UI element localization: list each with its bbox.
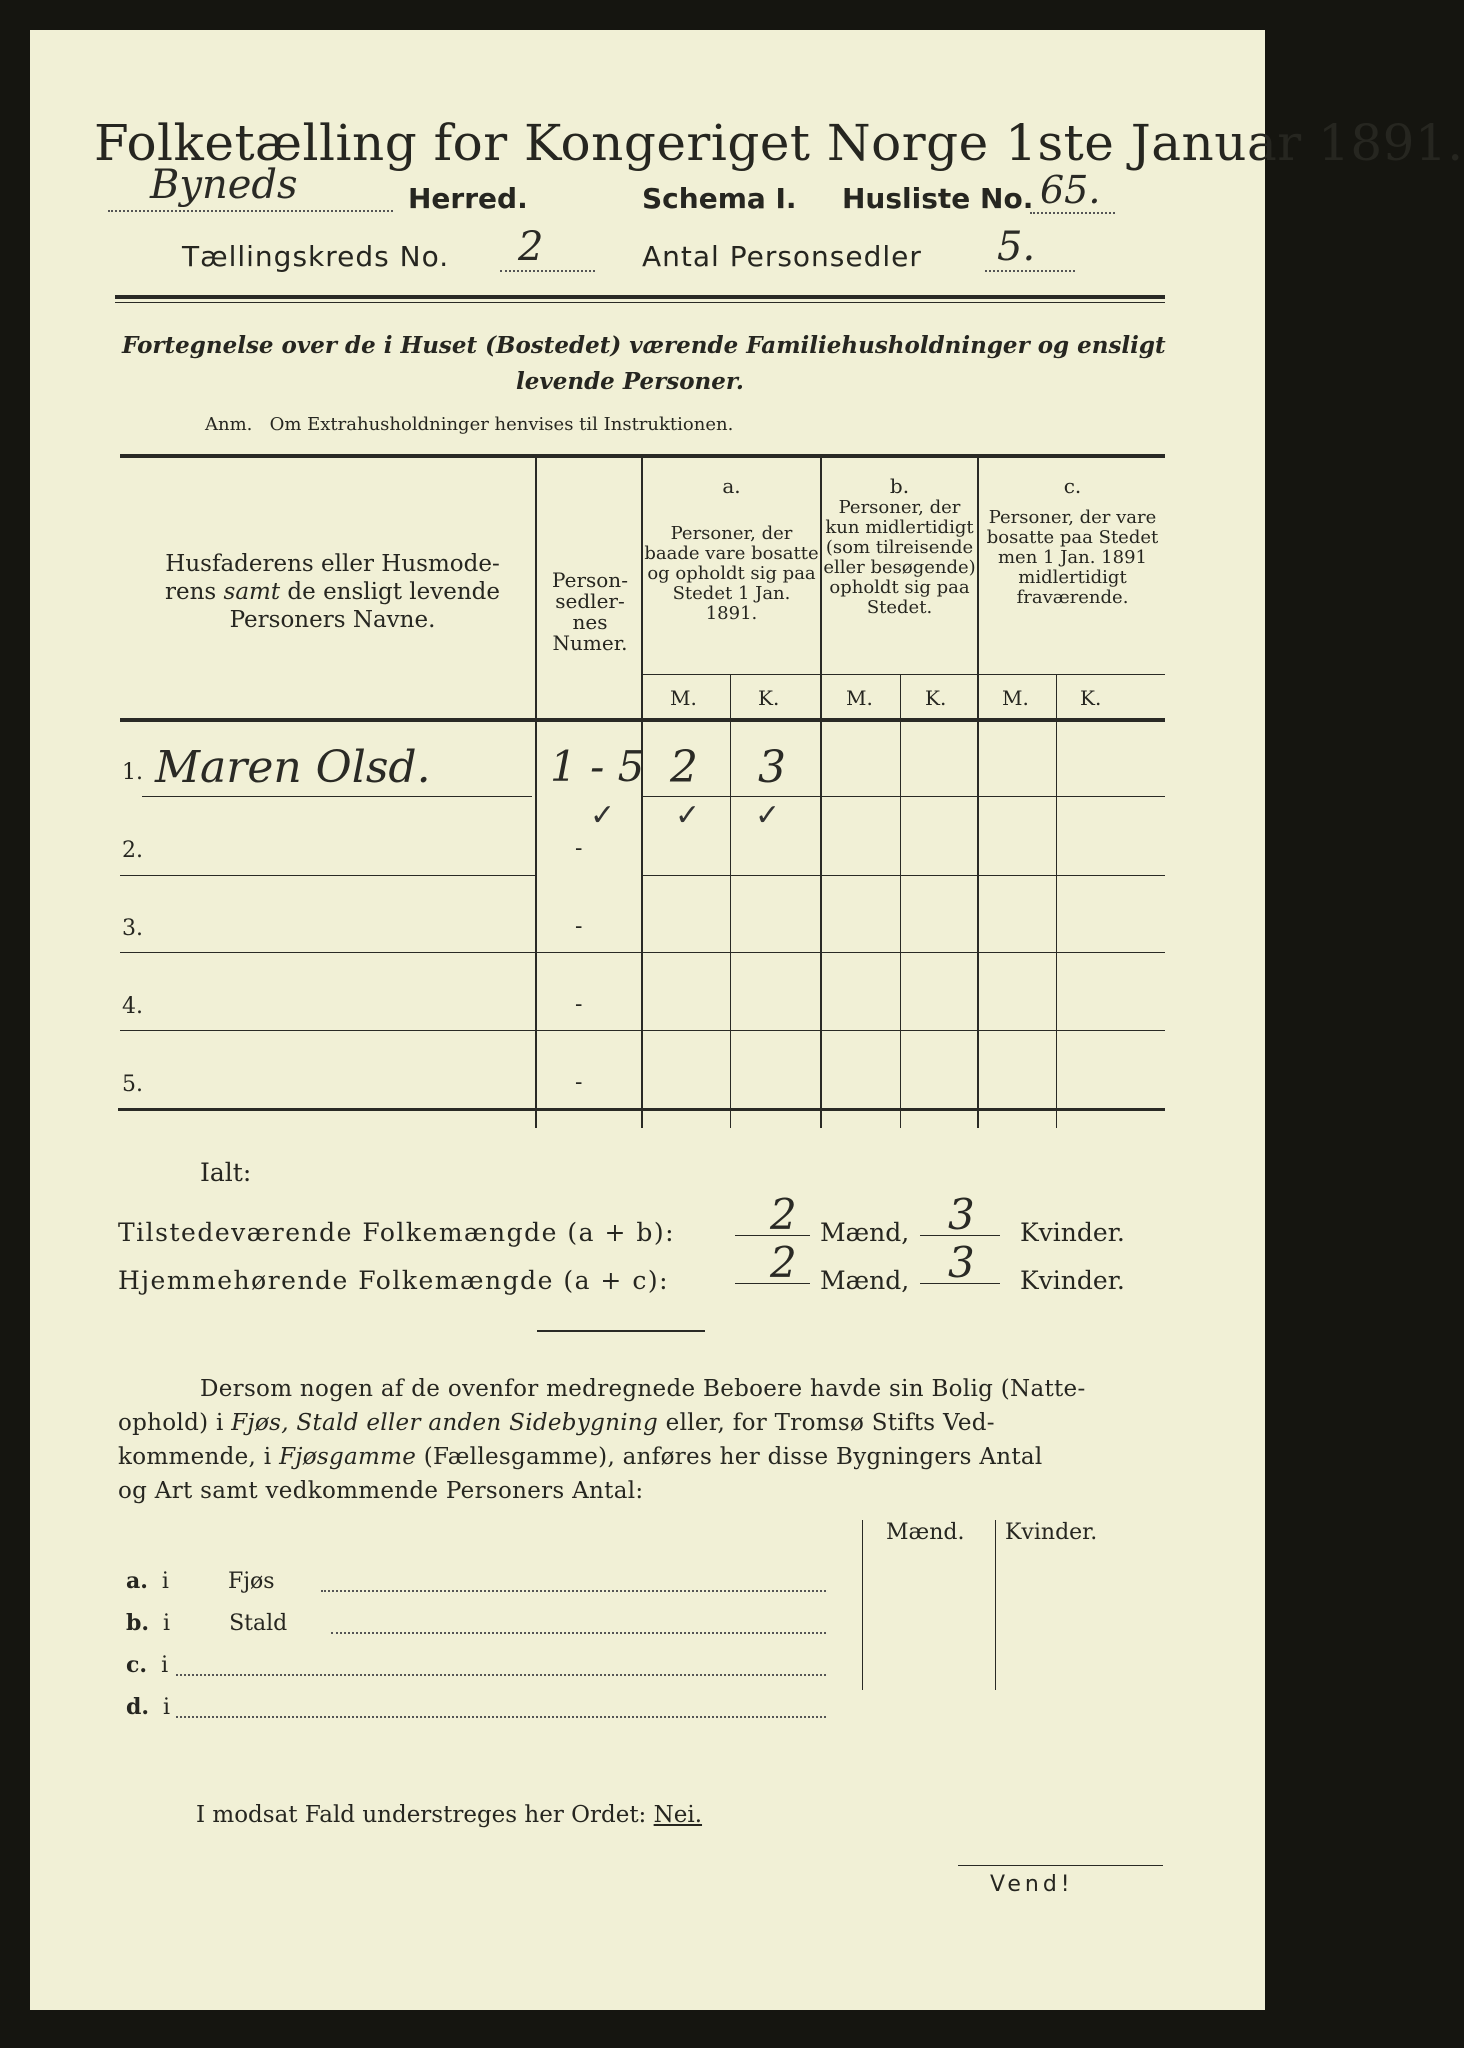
table-vline-name — [535, 458, 537, 1128]
building-row-a: a. i Fjøs — [126, 1568, 846, 1594]
row-2-number: 2. — [122, 838, 143, 863]
form-title: Folketælling for Kongeriget Norge 1ste Januar 1891. — [94, 114, 1464, 172]
col-header-a-letter: a. — [722, 474, 741, 498]
husliste-value: 65. — [1040, 168, 1101, 212]
buildings-vline-1 — [862, 1520, 863, 1690]
col-header-a: Personer, der baade vare bosatte og opholdt sig paa Stedet 1 Jan. 1891. — [644, 523, 819, 624]
header-rule-thick — [115, 295, 1165, 299]
row-1-number: 1. — [122, 760, 143, 785]
schema-label: Schema I. — [642, 182, 797, 215]
a-m-label: M. — [670, 686, 697, 710]
header-rule-thin — [115, 302, 1165, 303]
tilstede-maend: Mænd, — [820, 1218, 910, 1247]
buildings-para-l1: Dersom nogen af de ovenfor medregnede Beboere havde sin Bolig (Natte- — [200, 1376, 1086, 1402]
antal-dotted-field — [985, 224, 1075, 272]
tilstede-m: 2 — [770, 1190, 797, 1239]
col-header-c: Personer, der vare bosatte paa Stedet men 1 Jan. 1891 midlertidigt fraværende. — [986, 507, 1159, 608]
vend-rule — [958, 1865, 1163, 1866]
row-5-num: - — [575, 1070, 583, 1095]
buildings-para-l3: kommende, i Fjøsgamme (Fællesgamme), anføres her disse Bygningers Antal — [118, 1444, 1043, 1470]
hjemme-m: 2 — [770, 1238, 797, 1287]
col-header-num: Person- sedler- nes Numer. — [552, 568, 628, 655]
row-2-num: - — [575, 836, 583, 861]
row-1-a-k-check: ✓ — [755, 798, 781, 833]
tilstede-label: Tilstedeværende Folkemængde (a + b): — [118, 1218, 676, 1247]
col-header-name-l3: Personers Navne. — [229, 607, 436, 633]
table-header-bottom-rule — [120, 718, 1165, 722]
a-k-label: K. — [758, 686, 780, 710]
husliste-label: Husliste No. — [842, 182, 1034, 215]
row-1-num-check: ✓ — [590, 798, 616, 833]
c-k-label: K. — [1080, 686, 1102, 710]
kreds-label: Tællingskreds No. — [182, 240, 450, 273]
row-1-a-k: 3 — [758, 742, 786, 793]
table-bottom-rule — [118, 1108, 1165, 1111]
herred-value: Byneds — [150, 162, 298, 208]
herred-dotted-field — [108, 162, 393, 212]
hjemme-kvinder: Kvinder. — [1020, 1266, 1125, 1295]
table-vline-num — [641, 458, 643, 1128]
row-3-num: - — [575, 914, 583, 939]
hjemme-k: 3 — [948, 1238, 975, 1287]
row-2-rule — [120, 875, 535, 876]
herred-label: Herred. — [408, 182, 528, 215]
kreds-value: 2 — [518, 224, 544, 270]
col-header-name-l1: Husfaderens eller Husmode- — [165, 551, 500, 577]
table-vline-b-mk — [900, 675, 901, 1128]
building-row-b: b. i Stald — [126, 1610, 846, 1636]
row-1-a-m: 2 — [670, 742, 698, 793]
row-5-number: 5. — [122, 1072, 143, 1097]
hjemme-label: Hjemmehørende Folkemængde (a + c): — [118, 1266, 669, 1295]
col-header-c-letter: c. — [1063, 474, 1082, 498]
row-1-rule-right — [642, 796, 1165, 797]
row-3-number: 3. — [122, 916, 143, 941]
mk-rule — [642, 674, 1165, 675]
modsat-line: I modsat Fald understreges her Ordet: Nei. — [196, 1802, 703, 1828]
b-m-label: M. — [846, 686, 873, 710]
table-vline-a — [820, 458, 822, 1128]
table-vline-a-mk — [730, 675, 731, 1128]
buildings-para-l4: og Art samt vedkommende Personers Antal: — [118, 1478, 644, 1504]
subtitle-line2: levende Personer. — [516, 368, 744, 395]
buildings-kvinder-header: Kvinder. — [1005, 1520, 1098, 1545]
anm-text: Om Extrahusholdninger henvises til Instruktionen. — [269, 414, 734, 435]
ialt-label: Ialt: — [200, 1158, 252, 1187]
hjemme-maend: Mænd, — [820, 1266, 910, 1295]
anm-label: Anm. — [205, 414, 253, 435]
vend-label: Vend! — [990, 1872, 1074, 1897]
anm-note — [205, 414, 733, 435]
col-header-b-letter: b. — [889, 474, 910, 498]
row-1-rule — [142, 796, 532, 797]
census-form-page — [30, 30, 1464, 2010]
building-row-d: d. i — [126, 1694, 846, 1720]
row-4-number: 4. — [122, 994, 143, 1019]
buildings-vline-2 — [995, 1520, 996, 1690]
antal-value: 5. — [997, 224, 1036, 270]
col-header-name — [135, 550, 530, 634]
table-vline-c-mk — [1056, 675, 1057, 1128]
col-header-name-l2: rens samt de ensligt levende — [164, 579, 501, 605]
kreds-dotted-field — [500, 224, 595, 272]
b-k-label: K. — [925, 686, 947, 710]
row-2-rule-right — [642, 875, 1165, 876]
row-4-rule — [120, 1030, 1165, 1031]
husliste-dotted-field — [1030, 168, 1115, 214]
row-4-num: - — [575, 992, 583, 1017]
tilstede-kvinder: Kvinder. — [1020, 1218, 1125, 1247]
buildings-maend-header: Mænd. — [886, 1520, 965, 1545]
buildings-para-l2: ophold) i Fjøs, Stald eller anden Sidebygning eller, for Tromsø Stifts Ved- — [118, 1410, 995, 1436]
table-vline-b — [977, 458, 979, 1128]
tilstede-k: 3 — [948, 1190, 975, 1239]
antal-label: Antal Personsedler — [642, 240, 922, 273]
c-m-label: M. — [1002, 686, 1029, 710]
section-divider — [537, 1330, 705, 1332]
subtitle-line1: Fortegnelse over de i Huset (Bostedet) værende Familiehusholdninger og ensligt — [122, 332, 1166, 359]
row-1-name: Maren Olsd. — [155, 742, 431, 793]
row-3-rule — [120, 952, 1165, 953]
row-1-num: 1 - 5 — [550, 742, 645, 791]
row-1-a-m-check: ✓ — [675, 798, 701, 833]
building-row-c: c. i — [126, 1652, 846, 1678]
modsat-word: Nei. — [653, 1802, 703, 1828]
col-header-b: Personer, der kun midlertidigt (som tilreisende eller besøgende) opholdt sig paa Stedet. — [823, 497, 976, 618]
